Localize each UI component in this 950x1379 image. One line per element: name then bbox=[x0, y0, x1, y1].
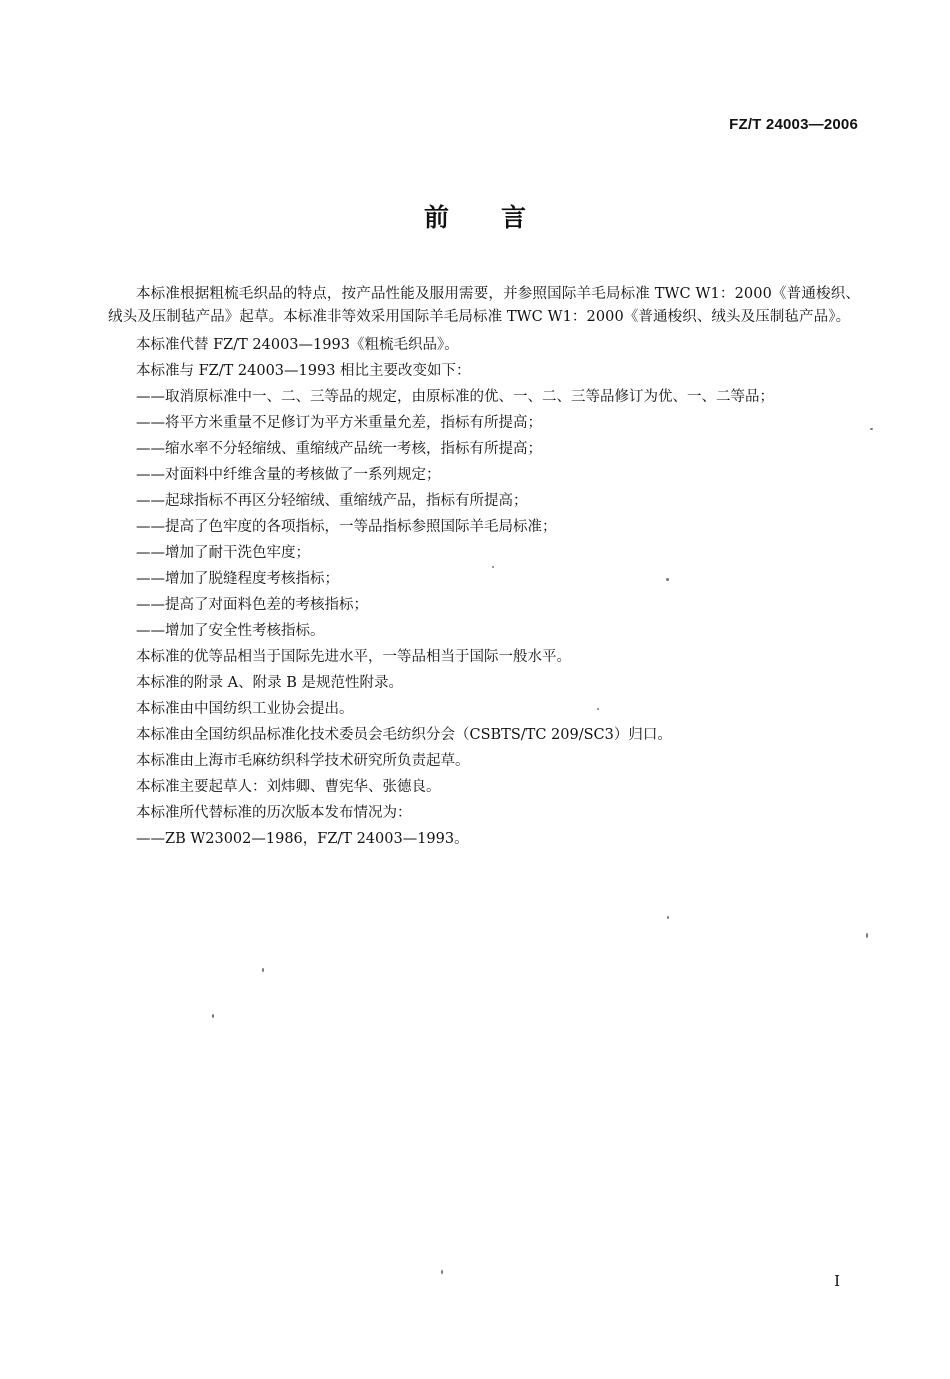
appendix-statement: 本标准的附录 A、附录 B 是规范性附录。 bbox=[136, 675, 403, 691]
scan-speck bbox=[667, 916, 669, 919]
change-item: ——增加了耐干洗色牢度； bbox=[136, 545, 310, 561]
change-item: ——增加了安全性考核指标。 bbox=[136, 623, 325, 639]
changes-intro: 本标准与 FZ/T 24003—1993 相比主要改变如下： bbox=[136, 363, 471, 379]
foreword-body bbox=[108, 283, 860, 852]
change-item: ——提高了色牢度的各项指标，一等品指标参照国际羊毛局标准； bbox=[136, 519, 557, 535]
change-item: ——起球指标不再区分轻缩绒、重缩绒产品，指标有所提高； bbox=[136, 493, 528, 509]
scan-speck bbox=[212, 1014, 214, 1018]
change-item: ——缩水率不分轻缩绒、重缩绒产品统一考核，指标有所提高； bbox=[136, 441, 542, 457]
responsible-committee-statement: 本标准由全国纺织品标准化技术委员会毛纺织分会（CSBTS/TC 209/SC3）归口。 bbox=[136, 727, 672, 743]
change-item: ——取消原标准中一、二、三等品的规定，由原标准的优、一、二、三等品修订为优、一、二等品； bbox=[136, 389, 774, 405]
proposer-statement: 本标准由中国纺织工业协会提出。 bbox=[136, 701, 354, 717]
scan-speck bbox=[597, 708, 599, 710]
scan-speck bbox=[870, 428, 873, 430]
changes-list bbox=[108, 384, 860, 644]
page-number: I bbox=[834, 1272, 840, 1290]
drafting-organization-statement: 本标准由上海市毛麻纺织科学技术研究所负责起草。 bbox=[136, 753, 470, 769]
version-history-item: ——ZB W23002—1986，FZ/T 24003—1993。 bbox=[136, 831, 469, 847]
intro-paragraph: 本标准根据粗梳毛织品的特点，按产品性能及服用需要，并参照国际羊毛局标准 TWC W1：2000《普通梭织、绒头及压制毡产品》起草。本标准非等效采用国际羊毛局标准 TWC W1：2000《普通梭织、绒头及压制毡产品》。 bbox=[108, 286, 860, 325]
drafters-statement: 本标准主要起草人：刘炜卿、曹宪华、张德良。 bbox=[136, 779, 441, 795]
scan-speck bbox=[262, 968, 264, 972]
version-history-intro: 本标准所代替标准的历次版本发布情况为： bbox=[136, 805, 412, 821]
change-item: ——提高了对面料色差的考核指标； bbox=[136, 597, 368, 613]
scan-speck bbox=[866, 933, 868, 938]
replaces-statement: 本标准代替 FZ/T 24003—1993《粗梳毛织品》。 bbox=[136, 337, 459, 353]
change-item: ——增加了脱缝程度考核指标； bbox=[136, 571, 339, 587]
scan-speck bbox=[492, 566, 494, 568]
change-item: ——对面料中纤维含量的考核做了一系列规定； bbox=[136, 467, 441, 483]
section-title-foreword: 前言 bbox=[423, 203, 578, 232]
scan-speck bbox=[441, 1270, 443, 1274]
grade-level-statement: 本标准的优等品相当于国际先进水平，一等品相当于国际一般水平。 bbox=[136, 649, 571, 665]
change-item: ——将平方米重量不足修订为平方米重量允差，指标有所提高； bbox=[136, 415, 542, 431]
standard-code: FZ/T 24003—2006 bbox=[729, 116, 858, 133]
scan-speck bbox=[666, 578, 669, 581]
